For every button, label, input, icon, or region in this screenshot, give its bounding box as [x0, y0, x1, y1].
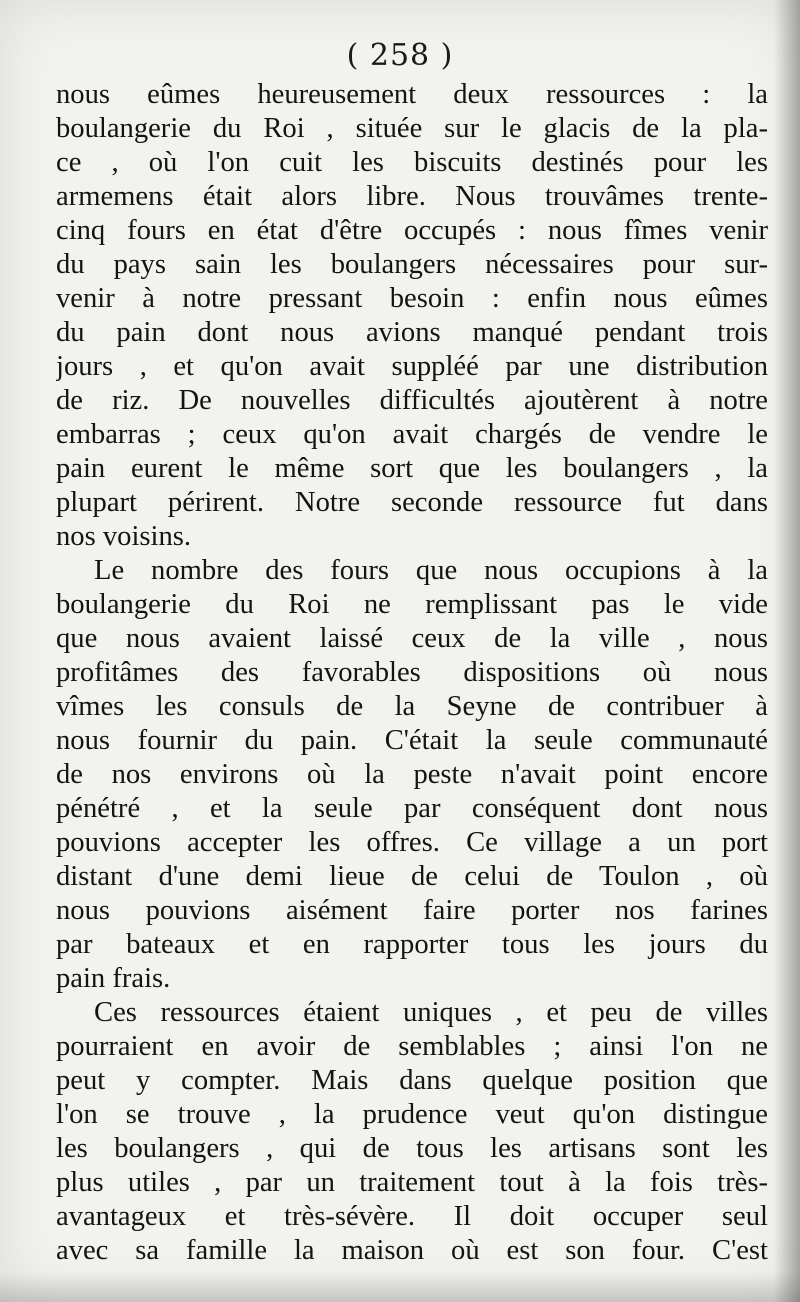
text-line: pain eurent le même sort que les boulangers , la: [56, 453, 768, 484]
text-line: pain frais.: [56, 963, 171, 994]
text-line: pouvions accepter les offres. Ce village a un port: [56, 827, 768, 858]
text-line: nous pouvions aisément faire porter nos farines: [56, 895, 768, 926]
text-line: ce , où l'on cuit les biscuits destinés pour les: [56, 147, 768, 178]
text-line: par bateaux et en rapporter tous les jours du: [56, 929, 768, 960]
text-line: armemens était alors libre. Nous trouvâmes trente-: [56, 181, 768, 212]
paragraph-3: [56, 996, 768, 1268]
text-line: nos voisins.: [56, 521, 192, 552]
text-line: du pays sain les boulangers nécessaires pour sur-: [56, 249, 768, 280]
text-line: pourraient en avoir de semblables ; ainsi l'on ne: [56, 1031, 768, 1062]
text-line: distant d'une demi lieue de celui de Toulon , où: [56, 861, 768, 892]
text-line: de riz. De nouvelles difficultés ajoutèrent à notre: [56, 385, 768, 416]
text-line: les boulangers , qui de tous les artisans sont les: [56, 1133, 768, 1164]
text-line: boulangerie du Roi , située sur le glacis de la pla-: [56, 113, 768, 144]
text-line: profitâmes des favorables dispositions où nous: [56, 657, 768, 688]
text-line: de nos environs où la peste n'avait point encore: [56, 759, 768, 790]
text-line: nous fournir du pain. C'était la seule communauté: [56, 725, 768, 756]
text-line: plus utiles , par un traitement tout à la fois très-: [56, 1167, 768, 1198]
paragraph-1: [56, 78, 768, 554]
text-line: jours , et qu'on avait suppléé par une distribution: [56, 351, 768, 382]
text-line: l'on se trouve , la prudence veut qu'on distingue: [56, 1099, 768, 1130]
text-line: que nous avaient laissé ceux de la ville , nous: [56, 623, 768, 654]
page-bottom-shadow: [0, 1272, 800, 1302]
text-line: venir à notre pressant besoin : enfin nous eûmes: [56, 283, 768, 314]
text-line: boulangerie du Roi ne remplissant pas le vide: [56, 589, 768, 620]
text-line: Ces ressources étaient uniques , et peu de villes: [94, 997, 768, 1028]
text-line: avantageux et très-sévère. Il doit occuper seul: [56, 1201, 768, 1232]
text-line: avec sa famille la maison où est son four. C'est: [56, 1235, 768, 1266]
text-line: plupart périrent. Notre seconde ressource fut dans: [56, 487, 768, 518]
text-line: cinq fours en état d'être occupés : nous fîmes venir: [56, 215, 768, 246]
text-line: pénétré , et la seule par conséquent dont nous: [56, 793, 768, 824]
text-line: peut y compter. Mais dans quelque position que: [56, 1065, 768, 1096]
text-line: embarras ; ceux qu'on avait chargés de vendre le: [56, 419, 768, 450]
body-text: [56, 78, 768, 1268]
page-edge-shadow: [774, 0, 800, 1302]
page-number: ( 258 ): [346, 38, 454, 73]
text-line: du pain dont nous avions manqué pendant trois: [56, 317, 768, 348]
text-line: vîmes les consuls de la Seyne de contribuer à: [56, 691, 768, 722]
paragraph-2: [56, 554, 768, 996]
text-line: nous eûmes heureusement deux ressources : la: [56, 79, 768, 110]
text-line: Le nombre des fours que nous occupions à la: [94, 555, 768, 586]
